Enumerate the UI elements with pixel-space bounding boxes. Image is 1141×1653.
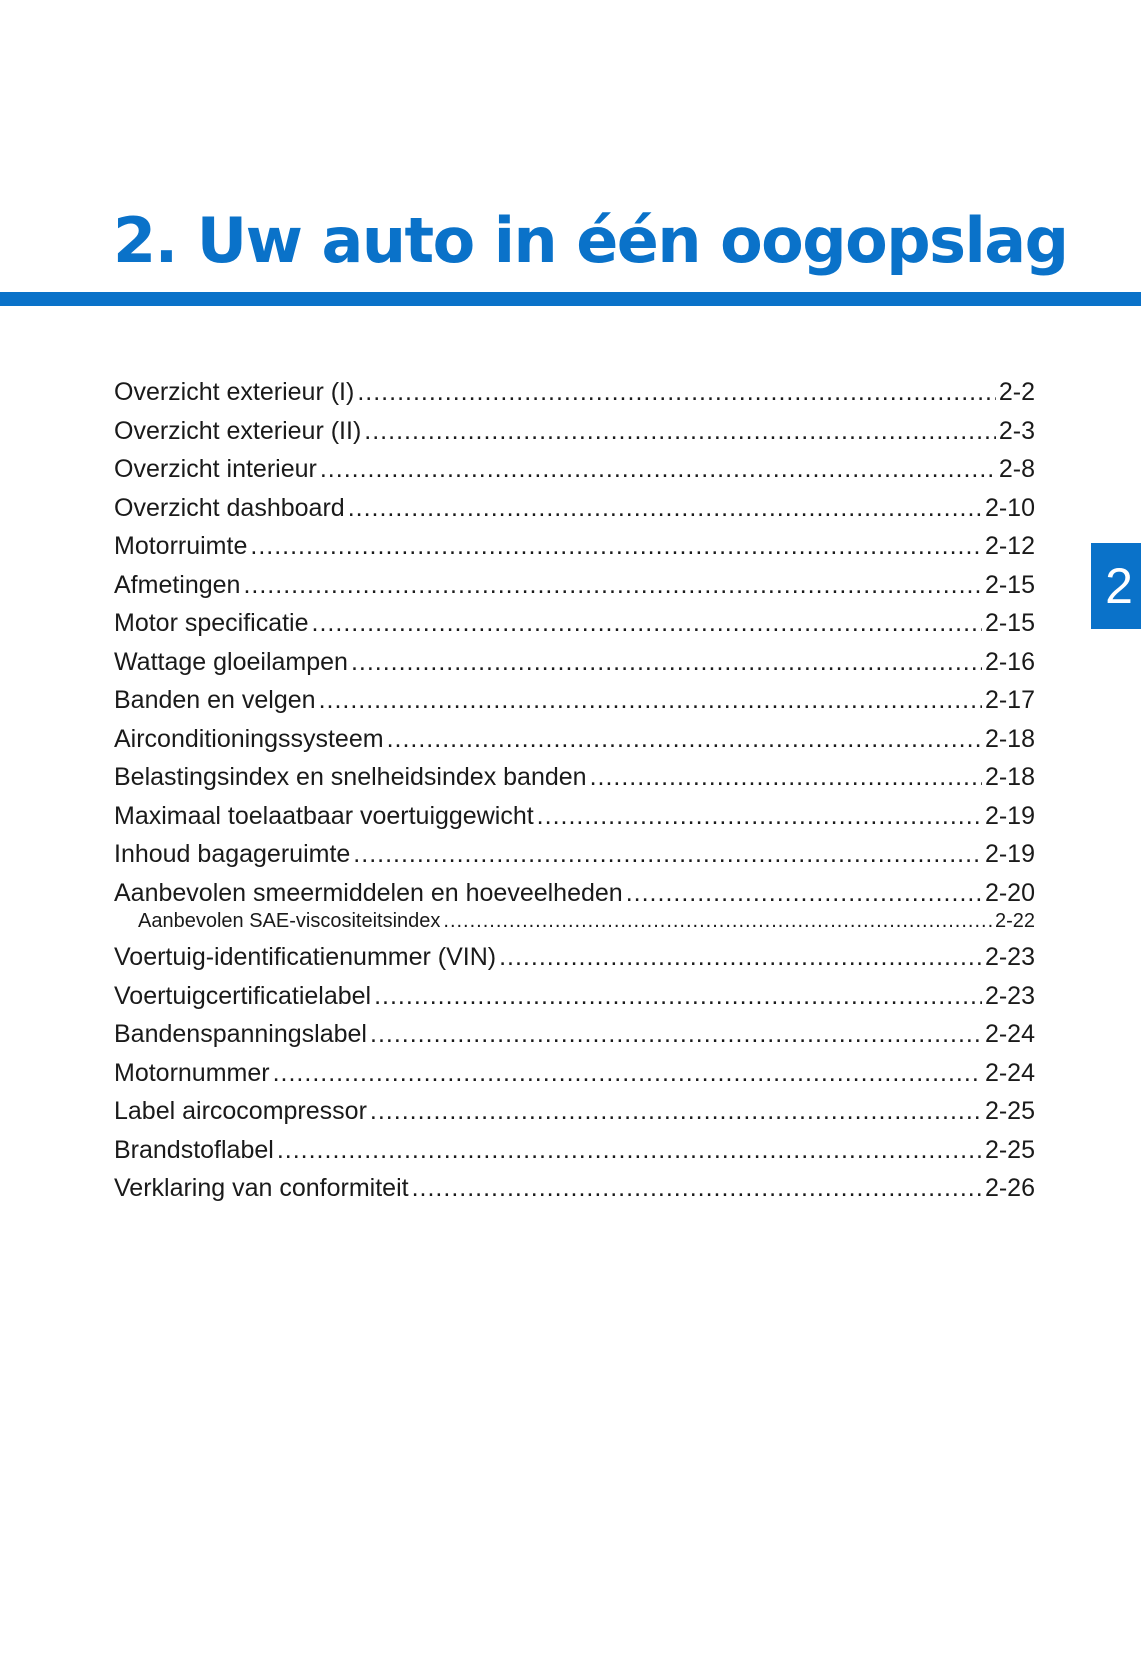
toc-entry-label: Banden en velgen <box>114 686 316 714</box>
toc-leader <box>499 938 982 977</box>
toc-entry-label: Voertuigcertificatielabel <box>114 981 372 1010</box>
toc-entry[interactable] <box>114 938 1035 977</box>
toc-entry-page: 2-2 <box>998 378 1035 406</box>
toc-entry-page: 2-3 <box>998 416 1035 445</box>
toc-entry[interactable] <box>114 681 1035 720</box>
toc-entry[interactable] <box>114 1131 1035 1170</box>
title-rule <box>0 292 1141 306</box>
toc-entry-page: 2-19 <box>984 840 1035 868</box>
toc-leader <box>320 450 996 489</box>
toc-entry[interactable] <box>114 758 1035 797</box>
toc-leader <box>443 907 992 935</box>
toc-leader <box>319 681 982 720</box>
toc-entry-page: 2-15 <box>984 570 1035 599</box>
toc-leader <box>348 489 982 528</box>
toc-entry[interactable] <box>114 977 1035 1016</box>
toc-entry-label: Airconditioningssysteem <box>114 724 384 753</box>
toc-entry[interactable] <box>114 720 1035 759</box>
toc-entry-label: Bandenspanningslabel <box>114 1020 367 1048</box>
toc-entry-label: Aanbevolen SAE-viscositeitsindex <box>138 910 441 932</box>
toc-leader <box>243 566 981 605</box>
toc-entry-label: Motorruimte <box>114 532 248 560</box>
toc-leader <box>412 1169 982 1208</box>
toc-entry[interactable] <box>114 1015 1035 1054</box>
toc-entry[interactable] <box>114 604 1035 643</box>
toc-leader <box>370 1015 982 1054</box>
toc-entry-page: 2-15 <box>984 609 1035 637</box>
toc-entry[interactable] <box>114 835 1035 874</box>
toc-entry-label: Aanbevolen smeermiddelen en hoeveelheden <box>114 878 623 907</box>
toc-entry-label: Belastingsindex en snelheidsindex banden <box>114 763 587 791</box>
toc-leader <box>273 1054 982 1093</box>
toc-entry-page: 2-20 <box>984 878 1035 907</box>
chapter-tab[interactable]: 2 <box>1091 543 1141 629</box>
toc-entry-label: Motornummer <box>114 1058 270 1087</box>
toc-leader <box>537 797 982 836</box>
toc-leader <box>277 1131 982 1170</box>
toc-entry-page: 2-17 <box>984 686 1035 714</box>
toc-entry-label: Label aircocompressor <box>114 1097 367 1125</box>
toc-entry-page: 2-25 <box>984 1097 1035 1125</box>
toc-entry-label: Verklaring van conformiteit <box>114 1174 409 1202</box>
toc-entry-label: Afmetingen <box>114 570 241 599</box>
toc-entry[interactable] <box>114 450 1035 489</box>
toc-entry[interactable] <box>114 489 1035 528</box>
toc-entry-label: Overzicht exterieur (II) <box>114 416 362 445</box>
toc-entry-page: 2-23 <box>984 943 1035 971</box>
toc-entry-label: Inhoud bagageruimte <box>114 840 351 868</box>
toc-leader <box>387 720 982 759</box>
toc-entry-page: 2-19 <box>984 801 1035 830</box>
toc-leader <box>374 977 982 1016</box>
toc-entry-page: 2-26 <box>984 1174 1035 1202</box>
toc-entry[interactable] <box>114 1054 1035 1093</box>
chapter-title: 2. Uw auto in één oogopslag <box>113 204 1068 277</box>
toc-entry-page: 2-10 <box>984 493 1035 522</box>
toc-entry[interactable] <box>114 643 1035 682</box>
toc-entry-label: Overzicht interieur <box>114 455 317 483</box>
toc-entry[interactable] <box>114 373 1035 412</box>
toc-entry[interactable] <box>114 566 1035 605</box>
toc-entry-label: Overzicht exterieur (I) <box>114 378 355 406</box>
toc-entry-page: 2-23 <box>984 981 1035 1010</box>
toc-entry-label: Maximaal toelaatbaar voertuiggewicht <box>114 801 534 830</box>
toc-leader <box>370 1092 982 1131</box>
toc-entry-page: 2-16 <box>984 647 1035 676</box>
table-of-contents <box>114 373 1035 1208</box>
toc-entry-page: 2-25 <box>984 1135 1035 1164</box>
toc-entry-label: Overzicht dashboard <box>114 493 345 522</box>
toc-entry-page: 2-12 <box>984 532 1035 560</box>
toc-entry-label: Brandstoflabel <box>114 1135 274 1164</box>
toc-leader <box>357 373 996 412</box>
toc-entry-page: 2-18 <box>984 763 1035 791</box>
toc-entry[interactable] <box>114 797 1035 836</box>
toc-entry-label: Voertuig-identificatienummer (VIN) <box>114 943 497 971</box>
toc-entry-page: 2-24 <box>984 1058 1035 1087</box>
toc-entry-page: 2-18 <box>984 724 1035 753</box>
toc-entry-page: 2-24 <box>984 1020 1035 1048</box>
toc-leader <box>312 604 982 643</box>
toc-entry[interactable] <box>114 412 1035 451</box>
toc-entry[interactable] <box>114 1092 1035 1131</box>
toc-entry-page: 2-22 <box>994 910 1035 932</box>
toc-leader <box>353 835 982 874</box>
toc-leader <box>351 643 982 682</box>
toc-entry-page: 2-8 <box>998 455 1035 483</box>
toc-leader <box>250 527 982 566</box>
toc-leader <box>364 412 996 451</box>
toc-subentry[interactable] <box>114 907 1035 935</box>
toc-entry-label: Motor specificatie <box>114 609 309 637</box>
toc-entry-label: Wattage gloeilampen <box>114 647 348 676</box>
toc-entry[interactable] <box>114 527 1035 566</box>
toc-entry[interactable] <box>114 1169 1035 1208</box>
toc-leader <box>590 758 982 797</box>
